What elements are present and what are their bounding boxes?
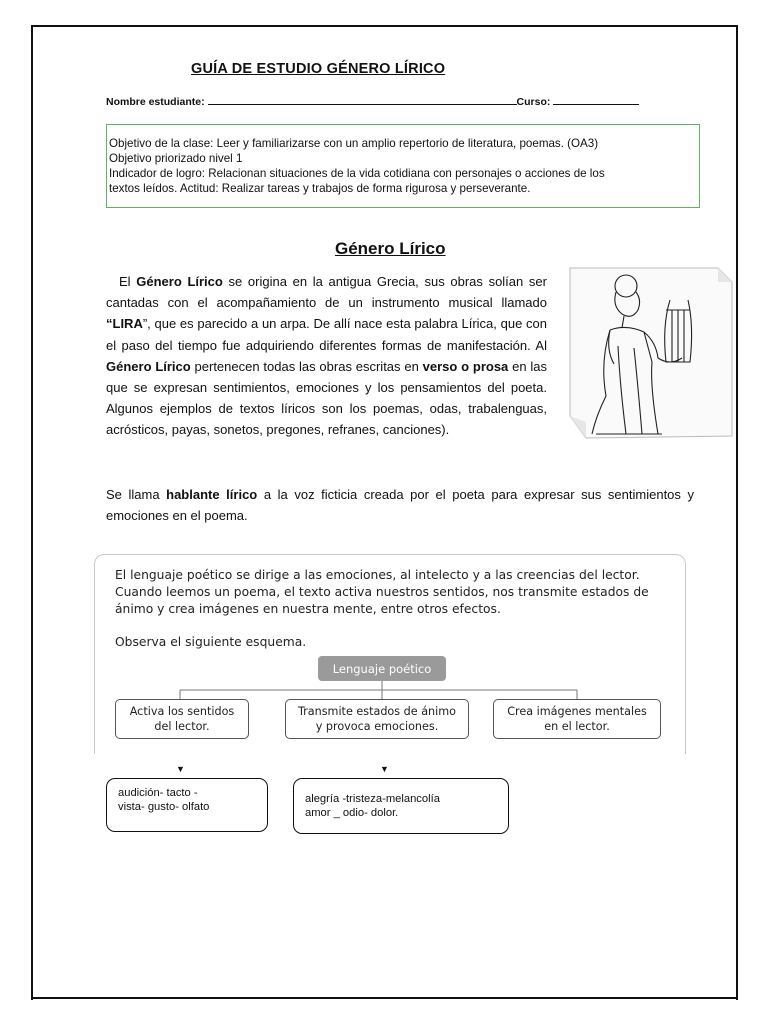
poetic-language-scheme (94, 554, 686, 754)
lyre-player-illustration (566, 266, 733, 440)
course-field[interactable] (553, 95, 639, 105)
scheme-observe-text: Observa el siguiente esquema. (115, 635, 307, 649)
down-arrow-icon: ▼ (176, 764, 185, 774)
document-title: GUÍA DE ESTUDIO GÉNERO LÍRICO (191, 61, 446, 77)
objective-line: Objetivo priorizado nivel 1 (109, 152, 243, 165)
objective-line: Indicador de logro: Relacionan situaciones de la vida cotidiana con personajes o acciones de los (109, 167, 605, 180)
scheme-branch-senses: Activa los sentidos del lector. (115, 699, 249, 739)
course-label: Curso: (516, 96, 551, 108)
body-paragraph: El Género Lírico se origina en la antigua Grecia, sus obras solían ser cantadas con el acompañamiento de un instrumento musical llamado “LIRA”, que es parecido a un arpa. De allí nace esta palabra Lírica, que con el paso del tiempo fue adquiriendo diferentes formas de manifestación. Al Género Lírico pertenecen todas las obras escritas en verso o prosa en las que se expresan sentimientos, emociones y los pensamientos del poeta. Algunos ejemplos de textos líricos son los poemas, odas, trabalenguas, acrósticos, payas, sonetos, pregones, refranes, canciones). (106, 274, 547, 438)
objective-line: Objetivo de la clase: Leer y familiarizarse con un amplio repertorio de literatura, poemas. (OA3) (109, 137, 599, 150)
student-name-label: Nombre estudiante: (106, 96, 205, 108)
scheme-branch-images: Crea imágenes mentales en el lector. (493, 699, 661, 739)
lyric-speaker-paragraph: Se llama hablante lírico a la voz ficticia creada por el poeta para expresar sus sentimientos y emociones en el poema. (106, 487, 694, 524)
senses-note-box: audición- tacto - vista- gusto- olfato (106, 778, 268, 832)
scheme-intro-line: El lenguaje poético se dirige a las emociones, al intelecto y a las creencias del lector. (115, 568, 640, 582)
scheme-intro-line: Cuando leemos un poema, el texto activa nuestros sentidos, nos transmite estados de (115, 585, 649, 599)
scheme-intro-line: ánimo y crea imágenes en nuestra mente, entre otros efectos. (115, 602, 501, 616)
student-info-line (106, 95, 639, 108)
section-title: Género Lírico (335, 239, 446, 258)
down-arrow-icon: ▼ (380, 764, 389, 774)
scheme-root-node: Lenguaje poético (318, 656, 446, 681)
objective-line: textos leídos. Actitud: Realizar tareas y trabajos de forma rigurosa y perseverante. (109, 182, 531, 195)
page-bottom-border (31, 997, 738, 999)
objective-box (106, 124, 700, 208)
student-name-field[interactable] (208, 95, 517, 105)
scheme-branch-emotions: Transmite estados de ánimo y provoca emociones. (285, 699, 469, 739)
emotions-note-box: alegría -tristeza-melancolía amor _ odio- dolor. (293, 778, 509, 834)
